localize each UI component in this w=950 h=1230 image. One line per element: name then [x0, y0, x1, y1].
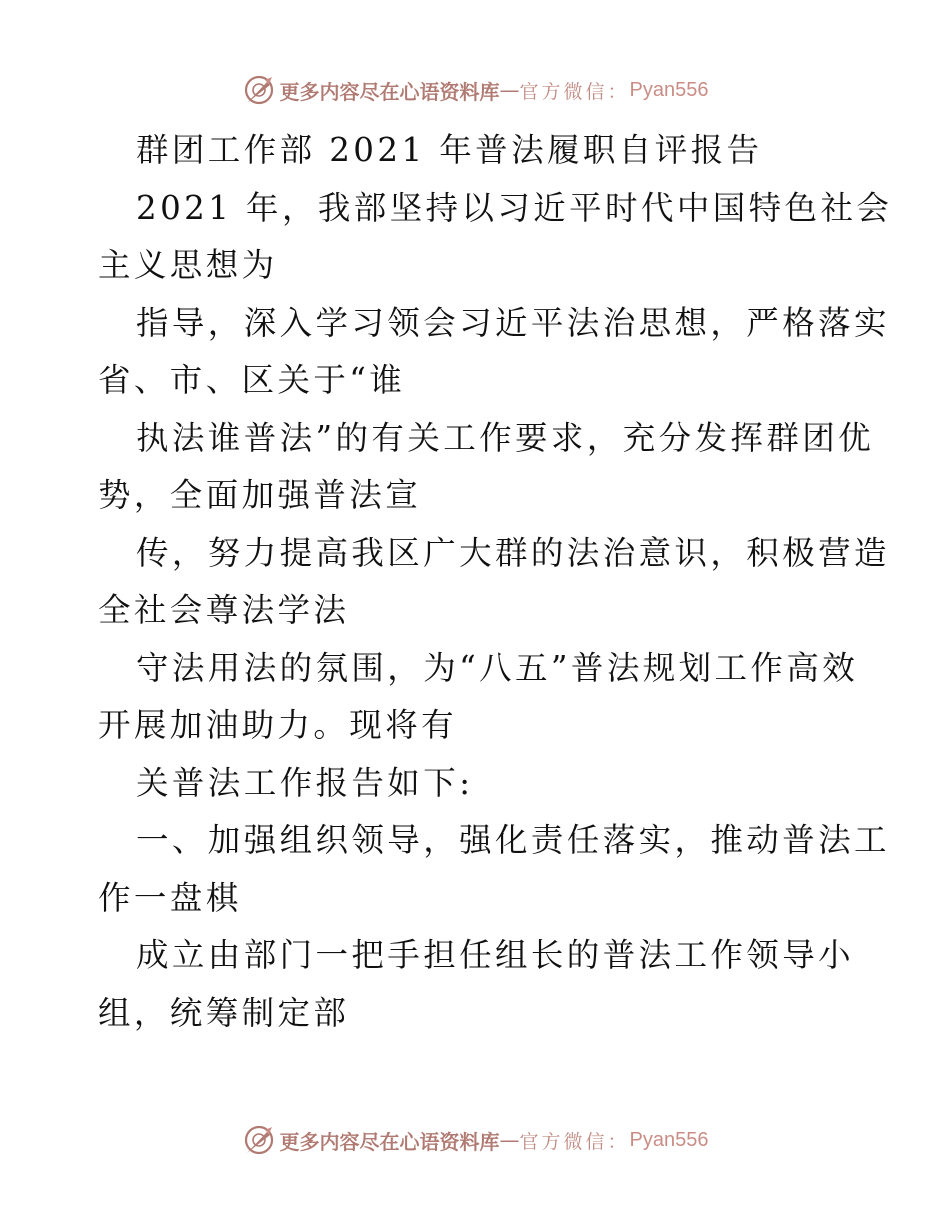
section-heading: 一、加强组织领导，强化责任落实，推动普法工	[136, 821, 890, 859]
quill-circle-logo-icon	[242, 1123, 276, 1157]
watermark-text: 更多内容尽在心语资料库	[279, 1129, 500, 1154]
watermark-dash: —	[499, 78, 520, 102]
section-heading-continued: 作一盘棋	[98, 878, 242, 917]
watermark-label: 官方微信：	[519, 1130, 630, 1153]
paragraph-line: 守法用法的氛围，为“八五”普法规划工作高效	[136, 648, 859, 687]
quill-circle-logo-icon	[242, 73, 276, 107]
paragraph-line: 关普法工作报告如下:	[136, 763, 474, 802]
paragraph-line: 势，全面加强普法宣	[98, 476, 422, 514]
footer-watermark	[0, 1120, 950, 1160]
paragraph-line: 传，努力提高我区广大群的法治意识，积极营造	[136, 533, 890, 572]
paragraph-line: 2021 年，我部坚持以习近平时代中国特色社会	[136, 188, 893, 227]
watermark-dash: —	[499, 1128, 520, 1152]
watermark-id: Pyan556	[629, 78, 709, 101]
document-title: 群团工作部 2021 年普法履职自评报告	[136, 131, 763, 169]
watermark-text: 更多内容尽在心语资料库	[279, 79, 500, 104]
paragraph-line: 执法谁普法”的有关工作要求，充分发挥群团优	[136, 418, 875, 457]
paragraph-line: 全社会尊法学法	[98, 591, 350, 629]
paragraph-line: 省、市、区关于“谁	[98, 361, 406, 399]
watermark-label: 官方微信：	[519, 80, 630, 103]
watermark-id: Pyan556	[629, 1128, 709, 1151]
document-body	[98, 122, 893, 1042]
header-watermark	[0, 70, 950, 110]
paragraph-line: 主义思想为	[98, 246, 278, 284]
paragraph-line: 组，统筹制定部	[98, 993, 350, 1032]
paragraph-line: 指导，深入学习领会习近平法治思想，严格落实	[136, 303, 890, 342]
paragraph-line: 成立由部门一把手担任组长的普法工作领导小	[136, 936, 855, 974]
paragraph-line: 开展加油助力。现将有	[98, 706, 458, 744]
